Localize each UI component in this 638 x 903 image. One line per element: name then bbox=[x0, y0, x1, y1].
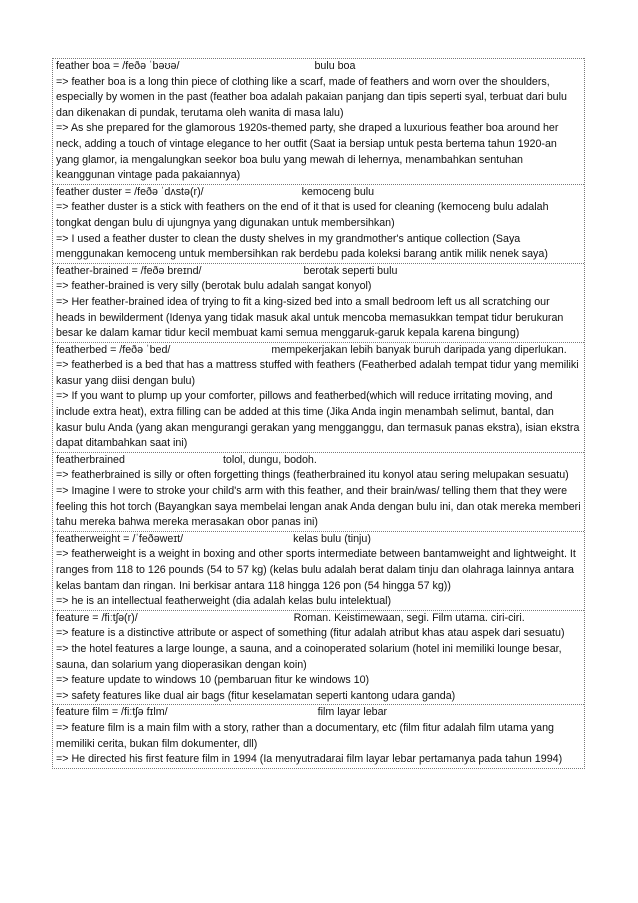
entry-term: feature = /fiːtʃə(r)/ bbox=[56, 611, 138, 624]
entry-term: feature film = /fiːtʃə fɪlm/ bbox=[56, 706, 168, 719]
entry-definition: => featherweight is a weight in boxing and other sports intermediate between bantamweight and lightweight. It ranges from 118 to 126 pounds (54 to 57 kg) (kelas bulu adalah berat dalam tinju dan olahraga lainnya antara kelas bantam dan ringan. Ini berkisar antara 118 hingga 126 pon (54 hingga 57 kg)) bbox=[56, 548, 576, 592]
entry-definition: => feather duster is a stick with feathers on the end of it that is used for cleaning (kemoceng bulu adalah tongkat dengan bulu di ujungnya yang digunakan untuk membersihkan) bbox=[56, 201, 549, 229]
entry-term: featherbed = /feðə ˈbed/ bbox=[56, 343, 171, 356]
entry-example: => Imagine I were to stroke your child's arm with this feather, and their brain/was/ telling them that they were feeling this hot torch (Bayangkan saya membelai lengan anak Anda dengan bulu ini, dan otak mereka memberi tahu mereka bahwa mereka merasakan obor panas ini) bbox=[56, 485, 581, 529]
vocab-entry bbox=[53, 531, 584, 610]
entry-header bbox=[56, 453, 581, 469]
entry-header bbox=[56, 264, 581, 280]
entry-example: => If you want to plump up your comforter, pillows and featherbed(which will reduce irritating moving, and include extra heat), extra filling can be added at this time (Jika Anda ingin menambah selimut, bantal, dan kasur bulu Anda (yang akan mengurangi gerakan yang mengganggu, dan termasuk panas ekstra), isian ekstra dapat ditambahkan saat ini) bbox=[56, 390, 580, 450]
entry-example: => As she prepared for the glamorous 1920s-themed party, she draped a luxurious feather boa around her neck, adding a touch of vintage elegance to her outfit (Saat ia bersiap untuk pesta bertema tahun 1920-an yang glamor, ia mengalungkan seekor boa bulu yang mewah di lehernya, menambahkan sentuhan keanggunan vintage pada pakaiannya) bbox=[56, 122, 559, 182]
entry-example: => I used a feather duster to clean the dusty shelves in my grandmother's antique collection (Saya menggunakan kemoceng untuk membersihkan rak berdebu pada koleksi barang antik milik nenek saya) bbox=[56, 232, 548, 261]
entry-header bbox=[56, 532, 581, 548]
entry-translation: tolol, dungu, bodoh. bbox=[222, 453, 317, 466]
entry-term: featherbrained bbox=[56, 453, 125, 466]
entry-example: => he is an intellectual featherweight (dia adalah kelas bulu intelektual) bbox=[56, 595, 392, 608]
entry-definition: => featherbrained is silly or often forgetting things (featherbrained itu konyol atau sering melupakan sesuatu) bbox=[56, 469, 569, 482]
entry-header bbox=[56, 59, 581, 75]
entry-header bbox=[56, 611, 581, 627]
entry-translation: kelas bulu (tinju) bbox=[293, 532, 371, 545]
entry-header bbox=[56, 343, 581, 359]
vocab-entry bbox=[53, 610, 584, 705]
vocabulary-sheet bbox=[52, 58, 585, 769]
entry-translation: kemoceng bulu bbox=[301, 185, 375, 198]
entry-definition: => feature is a distinctive attribute or aspect of something (fitur adalah atribut khas atau aspek dari sesuatu) bbox=[56, 627, 565, 640]
entry-definition: => featherbed is a bed that has a mattress stuffed with feathers (Featherbed adalah tempat tidur yang memiliki kasur yang diisi dengan bulu) bbox=[56, 359, 579, 387]
entry-example: => the hotel features a large lounge, a sauna, and a coinoperated solarium (hotel ini memiliki lounge besar, sauna, dan solarium yang dioperasikan dengan koin) bbox=[56, 642, 562, 671]
entry-definition: => feature film is a main film with a story, rather than a documentary, etc (film fitur adalah film utama yang memiliki cerita, bukan film dokumenter, dll) bbox=[56, 721, 554, 750]
entry-term: feather duster = /feðə ˈdʌstə(r)/ bbox=[56, 185, 204, 198]
entry-header bbox=[56, 185, 581, 201]
vocab-entry bbox=[53, 263, 584, 342]
entry-example: => He directed his first feature film in 1994 (Ia menyutradarai film layar lebar pertamanya pada tahun 1994) bbox=[56, 753, 563, 766]
vocab-entry bbox=[53, 184, 584, 263]
entry-example: => safety features like dual air bags (fitur keselamatan seperti kantong udara ganda) bbox=[56, 689, 456, 702]
entry-translation: bulu boa bbox=[314, 60, 356, 72]
vocab-entry bbox=[53, 342, 584, 452]
entry-term: feather-brained = /feðə breɪnd/ bbox=[56, 264, 202, 277]
entry-term: featherweight = /ˈfeðəweɪt/ bbox=[56, 532, 184, 545]
entry-header bbox=[56, 705, 581, 721]
entry-translation: film layar lebar bbox=[317, 706, 388, 719]
entry-definition: => feather-brained is very silly (berotak bulu adalah sangat konyol) bbox=[56, 280, 372, 293]
entry-example: => feature update to windows 10 (pembaruan fitur ke windows 10) bbox=[56, 674, 370, 687]
entry-translation: mempekerjakan lebih banyak buruh daripada yang diperlukan. bbox=[271, 343, 567, 356]
entry-example: => Her feather-brained idea of trying to fit a king-sized bed into a small bedroom left us all scratching our heads in bewilderment (Idenya yang tidak masuk akal untuk mencoba memasukkan tempat tidur berukuran besar ke dalam kamar tidur kecil membuat kami semua menggaruk-garuk kepala karena bingung) bbox=[56, 295, 564, 340]
vocab-entry bbox=[53, 452, 584, 531]
vocab-entry bbox=[53, 704, 584, 767]
entry-term: feather boa = /feðə ˈbəʊə/ bbox=[56, 60, 180, 72]
entry-translation: Roman. Keistimewaan, segi. Film utama. ciri-ciri. bbox=[293, 611, 525, 624]
entry-translation: berotak seperti bulu bbox=[303, 264, 398, 277]
vocab-entry bbox=[53, 58, 584, 184]
entry-definition: => feather boa is a long thin piece of clothing like a scarf, made of feathers and worn over the shoulders, especially by women in the past (feather boa adalah pakaian panjang dan tipis seperti syal, terbuat dari bulu dan dikenakan di pundak, terutama oleh wanita di masa lalu) bbox=[56, 75, 567, 119]
